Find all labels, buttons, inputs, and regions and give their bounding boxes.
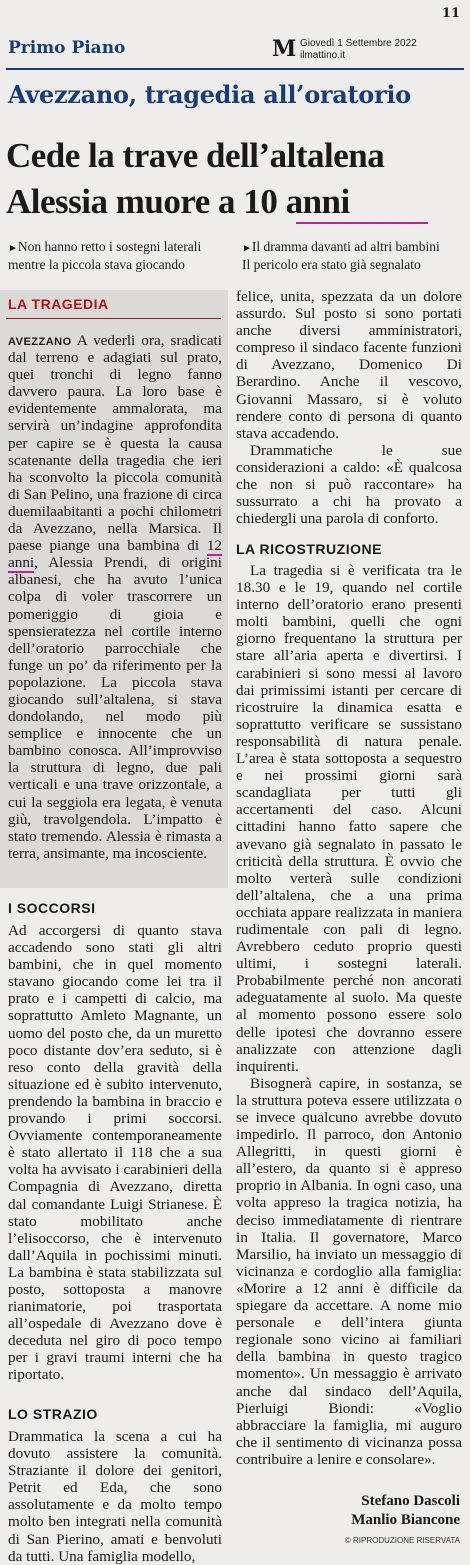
paragraph-1a: A vederli ora, sradicati dal terreno e adagiati sul prato, quei tronchi di legno fanno davvero paura. La loro base è evidentemente ammalorata, ma servirà un’indagine approfondita per capire se è questa la causa scatenante della tragedia che ieri ha sconvolto la piccola comunità di San Pelino, una frazione di circa duemilaabitanti a pochi chilometri da Avezzano, nella Marsica. Il paese piange una bambina di — [8, 332, 222, 555]
subhead-left — [8, 239, 228, 273]
rubric-i-soccorsi: I SOCCORSI — [8, 900, 96, 916]
dateline-avezzano: AVEZZANO — [8, 336, 72, 348]
paragraph-2: Ad accorgersi di quanto stava accadendo sono stati gli altri bambini, che in quel momento stavano giocando come lei tra il prato e i campetti di calcio, ma soprattutto Amleto Magnante, un uomo del posto che, da un muretto poco distante dov’era seduto, si è reso conto della gravità della situazione ed è subito intervenuto, prendendo la bambina in braccio e provando i primi soccorsi. Ovviamente contemporaneamente è stato allertato il 118 che a sua volta ha avvisato i carabinieri della Compagnia di Avezzano, diretta dal comandante Luigi Strianese. È stato mobilitato anche l’elisoccorso, che è intervenuto dall’Aquila in pochissimi minuti. La bambina è stata stabilizzata sul posto, sottoposta a manovre rianimatorie, poi trasportata all’ospedale di Avezzano dove è deceduta nel giro di poco tempo per i gravi traumi interni che ha riportato. — [8, 922, 222, 1384]
issue-date: Giovedì 1 Settembre 2022 — [300, 38, 417, 49]
page-number: 11 — [441, 6, 460, 21]
rubric-lo-strazio: LO STRAZIO — [8, 1406, 98, 1422]
subhead-right-line-1: Il dramma davanti ad altri bambini — [251, 239, 440, 254]
newspaper-logo: M — [272, 36, 297, 62]
article-kicker: Avezzano, tragedia all’oratorio — [8, 80, 411, 109]
arrow-right-icon: ► — [8, 243, 18, 254]
rubric-rule — [6, 318, 221, 319]
subhead-left-line-1: Non hanno retto i sostegni laterali — [17, 239, 202, 254]
headline-line-1: Cede la trave dell’altalena — [6, 136, 385, 175]
headline-line-2 — [6, 182, 350, 222]
subhead-right-line-2: Il pericolo era stato già segnalato — [242, 257, 421, 272]
column-left-strazio — [8, 1428, 222, 1565]
author-1: Stefano Dascoli — [361, 1493, 460, 1509]
column-right-top — [236, 288, 462, 527]
column-left-soccorsi — [8, 922, 222, 1384]
subhead-left-line-2: mentre la piccola stava giocando — [8, 257, 185, 272]
paragraph-6: La tragedia si è verificata tra le 18.30 e le 19, quando nel cortile interno dell’oratorio erano presenti molti bambini, quelli che ogni giorno frequentano la struttura per stare all’aria aperta e divertirsi. I carabinieri si sono messi al lavoro dai primissimi istanti per cercare di ricostruire la dinamica esatta e soprattutto verificare se sussistano responsabilità di natura penale. L’area è stata sottoposta a sequestro e nei prossimi giorni sarà scandagliata per tutti gli accertamenti del caso. Alcuni cittadini hanno fatto sapere che avevano già segnalato in passato le criticità della struttura. È ovvio che molto verterà sulle condizioni dell’altalena, che a una prima occhiata appare realizzata in maniera rudimentale con pali di legno. Avrebbero ceduto proprio questi ultimi, i sostegni laterali. Probabilmente perché non ancorati adeguatamente al suolo. Ma queste al momento possono essere solo delle ipotesi che dovranno essere analizzate con attenzione dagli inquirenti. — [236, 562, 462, 1075]
paragraph-7: Bisognerà capire, in sostanza, se la struttura poteva essere utilizzata o se invece qualcuno avrebbe dovuto impedirlo. Il parroco, don Antonio Allegritti, in questi giorni è all’estero, da quanto si è appreso proprio in Albania. In ogni caso, una volta appreso la tragica notizia, ha deciso immediatamente di rientrare in Italia. Il governatore, Marco Marsilio, ha inviato un messaggio di vicinanza e cordoglio alla famiglia: «Morire a 12 anni è difficile da spiegare da accettare. A nome mio personale e dell’intera giunta regionale sono vicino ai familiari della bambina in questo tragico momento». Un messaggio è arrivato anche dal sindaco dell’Aquila, Pierluigi Biondi: «Voglio abbracciare la famiglia, mi auguro che il sentimento di vicinanza possa contribuire a lenire e consolare». — [236, 1074, 462, 1468]
column-left-top — [8, 332, 222, 862]
subhead-right — [242, 239, 462, 273]
website: ilmattino.it — [300, 50, 346, 61]
headline-prefix: Alessia muore a — [6, 182, 244, 221]
paragraph-3: Drammatica la scena a cui ha dovuto assistere la comunità. Straziante il dolore dei genitori, Petrit ed Eda, che sono assolutamente e da molto tempo molto ben integrati nella comunità di San Pierino, amati e benvoluti da tutti. Una famiglia modello, — [8, 1428, 222, 1565]
author-2: Manlio Biancone — [351, 1512, 460, 1528]
paragraph-4: felice, unita, spezzata da un dolore assurdo. Sul posto si sono portati anche diversi amministratori, compreso il sindaco facente funzioni di Avezzano, Domenico Di Berardino. Anche il vescovo, Giovanni Massaro, si è voluto rendere conto di persona di quanto stava accadendo. — [236, 288, 462, 442]
rubric-la-tragedia: LA TRAGEDIA — [8, 296, 109, 312]
headline-highlight-underline — [296, 222, 428, 224]
header-rule — [6, 68, 464, 70]
paragraph-1-highlight: 12 anni — [8, 537, 222, 572]
headline-highlight: 10 anni — [243, 182, 350, 221]
byline — [351, 1492, 460, 1530]
arrow-right-icon: ► — [242, 243, 252, 254]
section-title: Primo Piano — [8, 38, 126, 58]
copyright-notice: © RIPRODUZIONE RISERVATA — [344, 1536, 460, 1545]
paragraph-5: Drammatiche le sue considerazioni a caldo: «È qualcosa che non si può raccontare» ha sussurrato a chi ha provato a chiedergli una parola di conforto. — [236, 441, 462, 528]
rubric-la-ricostruzione: LA RICOSTRUZIONE — [236, 541, 382, 557]
column-right-ricostruzione — [236, 562, 462, 1468]
header-dateline — [300, 38, 417, 62]
paragraph-1b: , Alessia Prendi, di origini albanesi, che ha avuto l’unica colpa di voler trascorrere un pomeriggio di gioia e spensieratezza nel cortile interno dell’oratorio parrocchiale che funge un po’ da riferimento per la popolazione. La piccola stava giocando sull’altalena, si stava dondolando, nel modo più semplice e innocente che un bambino conosca. All’improvviso la struttura di legno, due pali verticali e una trave orizzontale, a cui la seggiola era legata, è venuta giù, travolgendola. L’impatto è stato tremendo. Alessia è rimasta a terra, ansimante, ma incosciente. — [8, 554, 222, 862]
